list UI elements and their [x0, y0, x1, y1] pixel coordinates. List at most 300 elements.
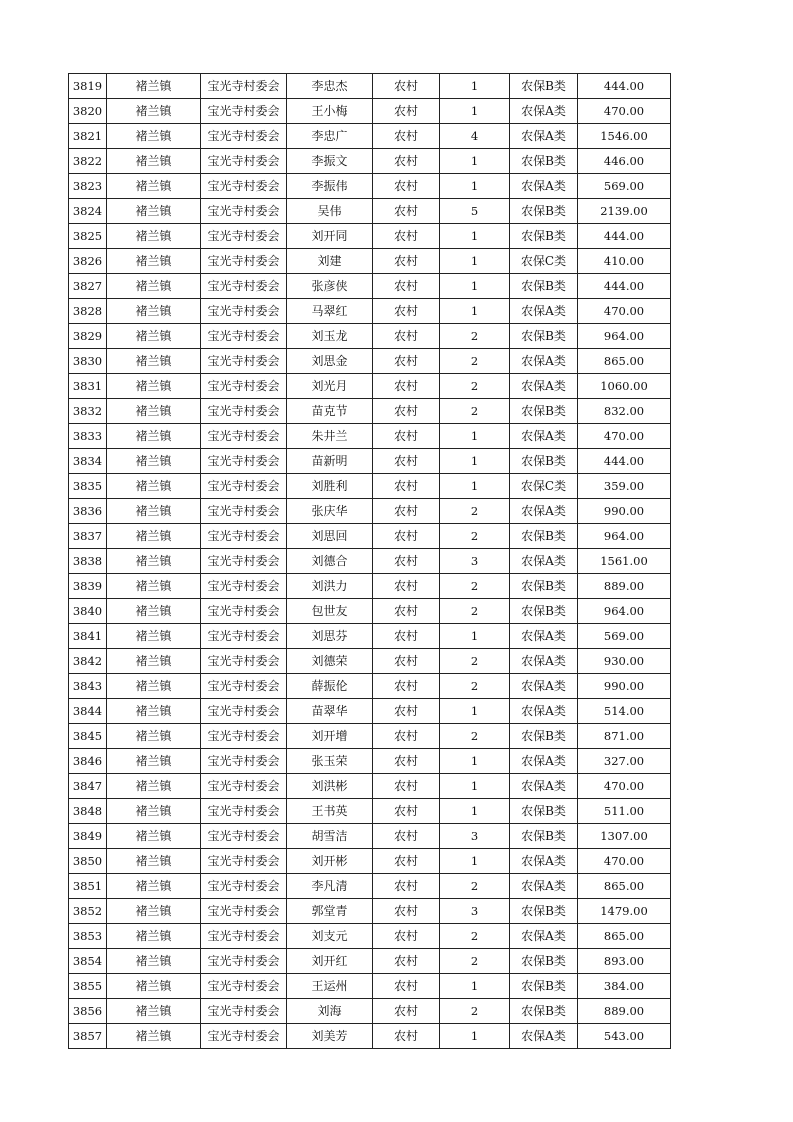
- household-type-cell: 农村: [373, 74, 440, 99]
- insurance-category-cell: 农保A类: [510, 774, 578, 799]
- table-row: [69, 774, 671, 799]
- name-cell: 刘胜利: [287, 474, 373, 499]
- household-size-cell: 3: [440, 824, 510, 849]
- household-size-cell: 1: [440, 224, 510, 249]
- household-type-cell: 农村: [373, 624, 440, 649]
- row-number-cell: 3850: [69, 849, 107, 874]
- household-size-cell: 1: [440, 249, 510, 274]
- insurance-category-cell: 农保A类: [510, 674, 578, 699]
- town-cell: 褚兰镇: [107, 399, 201, 424]
- name-cell: 刘美芳: [287, 1024, 373, 1049]
- insurance-category-cell: 农保A类: [510, 749, 578, 774]
- town-cell: 褚兰镇: [107, 299, 201, 324]
- household-type-cell: 农村: [373, 399, 440, 424]
- household-size-cell: 5: [440, 199, 510, 224]
- table-row: [69, 124, 671, 149]
- household-size-cell: 2: [440, 649, 510, 674]
- household-type-cell: 农村: [373, 649, 440, 674]
- insurance-category-cell: 农保B类: [510, 199, 578, 224]
- household-type-cell: 农村: [373, 924, 440, 949]
- name-cell: 苗克节: [287, 399, 373, 424]
- household-type-cell: 农村: [373, 524, 440, 549]
- insurance-category-cell: 农保C类: [510, 249, 578, 274]
- household-size-cell: 2: [440, 499, 510, 524]
- row-number-cell: 3821: [69, 124, 107, 149]
- village-committee-cell: 宝光寺村委会: [201, 674, 287, 699]
- amount-cell: 511.00: [578, 799, 671, 824]
- amount-cell: 569.00: [578, 624, 671, 649]
- town-cell: 褚兰镇: [107, 999, 201, 1024]
- household-type-cell: 农村: [373, 374, 440, 399]
- name-cell: 刘开同: [287, 224, 373, 249]
- table-row: [69, 74, 671, 99]
- town-cell: 褚兰镇: [107, 574, 201, 599]
- amount-cell: 359.00: [578, 474, 671, 499]
- household-type-cell: 农村: [373, 599, 440, 624]
- village-committee-cell: 宝光寺村委会: [201, 874, 287, 899]
- amount-cell: 1479.00: [578, 899, 671, 924]
- amount-cell: 446.00: [578, 149, 671, 174]
- table-row: [69, 324, 671, 349]
- town-cell: 褚兰镇: [107, 699, 201, 724]
- name-cell: 王书英: [287, 799, 373, 824]
- insurance-category-cell: 农保A类: [510, 649, 578, 674]
- amount-cell: 470.00: [578, 299, 671, 324]
- village-committee-cell: 宝光寺村委会: [201, 499, 287, 524]
- household-type-cell: 农村: [373, 749, 440, 774]
- insurance-category-cell: 农保B类: [510, 324, 578, 349]
- household-size-cell: 1: [440, 99, 510, 124]
- amount-cell: 569.00: [578, 174, 671, 199]
- amount-cell: 514.00: [578, 699, 671, 724]
- household-type-cell: 农村: [373, 474, 440, 499]
- village-committee-cell: 宝光寺村委会: [201, 524, 287, 549]
- amount-cell: 832.00: [578, 399, 671, 424]
- household-size-cell: 2: [440, 999, 510, 1024]
- village-committee-cell: 宝光寺村委会: [201, 724, 287, 749]
- name-cell: 刘建: [287, 249, 373, 274]
- amount-cell: 444.00: [578, 74, 671, 99]
- town-cell: 褚兰镇: [107, 249, 201, 274]
- household-type-cell: 农村: [373, 149, 440, 174]
- insurance-category-cell: 农保B类: [510, 524, 578, 549]
- table-row: [69, 424, 671, 449]
- row-number-cell: 3848: [69, 799, 107, 824]
- town-cell: 褚兰镇: [107, 849, 201, 874]
- household-type-cell: 农村: [373, 174, 440, 199]
- household-type-cell: 农村: [373, 324, 440, 349]
- insurance-category-cell: 农保B类: [510, 949, 578, 974]
- name-cell: 马翠红: [287, 299, 373, 324]
- insurance-category-cell: 农保B类: [510, 449, 578, 474]
- table-row: [69, 199, 671, 224]
- name-cell: 李凡清: [287, 874, 373, 899]
- household-size-cell: 2: [440, 599, 510, 624]
- household-size-cell: 2: [440, 374, 510, 399]
- village-committee-cell: 宝光寺村委会: [201, 249, 287, 274]
- village-committee-cell: 宝光寺村委会: [201, 199, 287, 224]
- name-cell: 刘思芬: [287, 624, 373, 649]
- row-number-cell: 3845: [69, 724, 107, 749]
- household-type-cell: 农村: [373, 874, 440, 899]
- name-cell: 王运州: [287, 974, 373, 999]
- table-row: [69, 699, 671, 724]
- name-cell: 王小梅: [287, 99, 373, 124]
- amount-cell: 384.00: [578, 974, 671, 999]
- household-type-cell: 农村: [373, 424, 440, 449]
- row-number-cell: 3832: [69, 399, 107, 424]
- row-number-cell: 3841: [69, 624, 107, 649]
- amount-cell: 964.00: [578, 524, 671, 549]
- village-committee-cell: 宝光寺村委会: [201, 174, 287, 199]
- household-type-cell: 农村: [373, 1024, 440, 1049]
- table-row: [69, 499, 671, 524]
- village-committee-cell: 宝光寺村委会: [201, 424, 287, 449]
- amount-cell: 865.00: [578, 874, 671, 899]
- insurance-category-cell: 农保B类: [510, 274, 578, 299]
- household-type-cell: 农村: [373, 999, 440, 1024]
- insurance-category-cell: 农保B类: [510, 824, 578, 849]
- insurance-category-cell: 农保A类: [510, 1024, 578, 1049]
- town-cell: 褚兰镇: [107, 324, 201, 349]
- village-committee-cell: 宝光寺村委会: [201, 824, 287, 849]
- insurance-category-cell: 农保C类: [510, 474, 578, 499]
- household-type-cell: 农村: [373, 824, 440, 849]
- town-cell: 褚兰镇: [107, 224, 201, 249]
- table-row: [69, 924, 671, 949]
- town-cell: 褚兰镇: [107, 724, 201, 749]
- insurance-category-cell: 农保A类: [510, 549, 578, 574]
- amount-cell: 444.00: [578, 274, 671, 299]
- village-committee-cell: 宝光寺村委会: [201, 899, 287, 924]
- village-committee-cell: 宝光寺村委会: [201, 949, 287, 974]
- household-type-cell: 农村: [373, 349, 440, 374]
- town-cell: 褚兰镇: [107, 799, 201, 824]
- insurance-category-cell: 农保B类: [510, 799, 578, 824]
- row-number-cell: 3828: [69, 299, 107, 324]
- village-committee-cell: 宝光寺村委会: [201, 124, 287, 149]
- name-cell: 刘思金: [287, 349, 373, 374]
- row-number-cell: 3835: [69, 474, 107, 499]
- household-size-cell: 2: [440, 674, 510, 699]
- household-type-cell: 农村: [373, 899, 440, 924]
- town-cell: 褚兰镇: [107, 174, 201, 199]
- name-cell: 张庆华: [287, 499, 373, 524]
- row-number-cell: 3831: [69, 374, 107, 399]
- name-cell: 张彦侠: [287, 274, 373, 299]
- amount-cell: 990.00: [578, 499, 671, 524]
- town-cell: 褚兰镇: [107, 624, 201, 649]
- amount-cell: 444.00: [578, 224, 671, 249]
- insurance-category-cell: 农保B类: [510, 599, 578, 624]
- town-cell: 褚兰镇: [107, 899, 201, 924]
- row-number-cell: 3836: [69, 499, 107, 524]
- amount-cell: 1561.00: [578, 549, 671, 574]
- row-number-cell: 3853: [69, 924, 107, 949]
- village-committee-cell: 宝光寺村委会: [201, 99, 287, 124]
- amount-cell: 1546.00: [578, 124, 671, 149]
- insurance-category-cell: 农保A类: [510, 849, 578, 874]
- row-number-cell: 3826: [69, 249, 107, 274]
- village-committee-cell: 宝光寺村委会: [201, 149, 287, 174]
- household-size-cell: 1: [440, 1024, 510, 1049]
- name-cell: 李振文: [287, 149, 373, 174]
- household-size-cell: 1: [440, 74, 510, 99]
- insurance-category-cell: 农保A类: [510, 624, 578, 649]
- town-cell: 褚兰镇: [107, 599, 201, 624]
- town-cell: 褚兰镇: [107, 549, 201, 574]
- table-row: [69, 649, 671, 674]
- household-type-cell: 农村: [373, 99, 440, 124]
- village-committee-cell: 宝光寺村委会: [201, 324, 287, 349]
- town-cell: 褚兰镇: [107, 124, 201, 149]
- name-cell: 郭堂青: [287, 899, 373, 924]
- table-row: [69, 449, 671, 474]
- town-cell: 褚兰镇: [107, 449, 201, 474]
- village-committee-cell: 宝光寺村委会: [201, 599, 287, 624]
- household-size-cell: 3: [440, 549, 510, 574]
- household-size-cell: 1: [440, 774, 510, 799]
- table-row: [69, 149, 671, 174]
- town-cell: 褚兰镇: [107, 99, 201, 124]
- table-row: [69, 599, 671, 624]
- insurance-category-cell: 农保B类: [510, 574, 578, 599]
- row-number-cell: 3856: [69, 999, 107, 1024]
- row-number-cell: 3830: [69, 349, 107, 374]
- name-cell: 苗新明: [287, 449, 373, 474]
- household-size-cell: 2: [440, 724, 510, 749]
- village-committee-cell: 宝光寺村委会: [201, 924, 287, 949]
- name-cell: 刘支元: [287, 924, 373, 949]
- name-cell: 刘德荣: [287, 649, 373, 674]
- row-number-cell: 3851: [69, 874, 107, 899]
- table-row: [69, 1024, 671, 1049]
- table-row: [69, 349, 671, 374]
- household-size-cell: 1: [440, 299, 510, 324]
- village-committee-cell: 宝光寺村委会: [201, 224, 287, 249]
- insurance-category-cell: 农保A类: [510, 299, 578, 324]
- amount-cell: 889.00: [578, 999, 671, 1024]
- household-type-cell: 农村: [373, 499, 440, 524]
- amount-cell: 1307.00: [578, 824, 671, 849]
- table-row: [69, 624, 671, 649]
- town-cell: 褚兰镇: [107, 949, 201, 974]
- household-type-cell: 农村: [373, 724, 440, 749]
- row-number-cell: 3837: [69, 524, 107, 549]
- amount-cell: 470.00: [578, 774, 671, 799]
- household-size-cell: 1: [440, 474, 510, 499]
- town-cell: 褚兰镇: [107, 774, 201, 799]
- row-number-cell: 3846: [69, 749, 107, 774]
- amount-cell: 410.00: [578, 249, 671, 274]
- table-row: [69, 874, 671, 899]
- insurance-category-cell: 农保B类: [510, 149, 578, 174]
- table-row: [69, 724, 671, 749]
- amount-cell: 470.00: [578, 849, 671, 874]
- household-type-cell: 农村: [373, 299, 440, 324]
- village-committee-cell: 宝光寺村委会: [201, 1024, 287, 1049]
- row-number-cell: 3854: [69, 949, 107, 974]
- village-committee-cell: 宝光寺村委会: [201, 274, 287, 299]
- data-table: [68, 73, 671, 1049]
- insurance-category-cell: 农保B类: [510, 399, 578, 424]
- name-cell: 刘德合: [287, 549, 373, 574]
- household-type-cell: 农村: [373, 274, 440, 299]
- table-row: [69, 574, 671, 599]
- amount-cell: 893.00: [578, 949, 671, 974]
- name-cell: 刘玉龙: [287, 324, 373, 349]
- village-committee-cell: 宝光寺村委会: [201, 374, 287, 399]
- amount-cell: 889.00: [578, 574, 671, 599]
- village-committee-cell: 宝光寺村委会: [201, 624, 287, 649]
- row-number-cell: 3827: [69, 274, 107, 299]
- name-cell: 刘思回: [287, 524, 373, 549]
- amount-cell: 470.00: [578, 99, 671, 124]
- name-cell: 李忠广: [287, 124, 373, 149]
- amount-cell: 2139.00: [578, 199, 671, 224]
- table-row: [69, 799, 671, 824]
- table-row: [69, 949, 671, 974]
- row-number-cell: 3855: [69, 974, 107, 999]
- insurance-category-cell: 农保A类: [510, 499, 578, 524]
- household-type-cell: 农村: [373, 224, 440, 249]
- table-row: [69, 824, 671, 849]
- row-number-cell: 3824: [69, 199, 107, 224]
- amount-cell: 930.00: [578, 649, 671, 674]
- town-cell: 褚兰镇: [107, 199, 201, 224]
- village-committee-cell: 宝光寺村委会: [201, 399, 287, 424]
- household-type-cell: 农村: [373, 699, 440, 724]
- amount-cell: 964.00: [578, 599, 671, 624]
- household-size-cell: 2: [440, 324, 510, 349]
- row-number-cell: 3823: [69, 174, 107, 199]
- village-committee-cell: 宝光寺村委会: [201, 974, 287, 999]
- row-number-cell: 3838: [69, 549, 107, 574]
- household-type-cell: 农村: [373, 124, 440, 149]
- household-size-cell: 3: [440, 899, 510, 924]
- household-size-cell: 2: [440, 399, 510, 424]
- insurance-category-cell: 农保A类: [510, 699, 578, 724]
- insurance-category-cell: 农保A类: [510, 99, 578, 124]
- insurance-category-cell: 农保B类: [510, 974, 578, 999]
- insurance-category-cell: 农保B类: [510, 224, 578, 249]
- household-type-cell: 农村: [373, 949, 440, 974]
- village-committee-cell: 宝光寺村委会: [201, 74, 287, 99]
- row-number-cell: 3843: [69, 674, 107, 699]
- town-cell: 褚兰镇: [107, 474, 201, 499]
- name-cell: 李振伟: [287, 174, 373, 199]
- table-row: [69, 399, 671, 424]
- village-committee-cell: 宝光寺村委会: [201, 549, 287, 574]
- row-number-cell: 3847: [69, 774, 107, 799]
- household-size-cell: 1: [440, 624, 510, 649]
- household-size-cell: 2: [440, 874, 510, 899]
- household-size-cell: 1: [440, 449, 510, 474]
- household-size-cell: 1: [440, 974, 510, 999]
- amount-cell: 871.00: [578, 724, 671, 749]
- table-body: [69, 74, 671, 1049]
- household-type-cell: 农村: [373, 799, 440, 824]
- name-cell: 刘开彬: [287, 849, 373, 874]
- name-cell: 刘海: [287, 999, 373, 1024]
- amount-cell: 327.00: [578, 749, 671, 774]
- household-size-cell: 1: [440, 274, 510, 299]
- insurance-category-cell: 农保A类: [510, 374, 578, 399]
- row-number-cell: 3839: [69, 574, 107, 599]
- row-number-cell: 3820: [69, 99, 107, 124]
- name-cell: 刘洪彬: [287, 774, 373, 799]
- household-size-cell: 2: [440, 924, 510, 949]
- village-committee-cell: 宝光寺村委会: [201, 699, 287, 724]
- household-size-cell: 1: [440, 149, 510, 174]
- name-cell: 胡雪洁: [287, 824, 373, 849]
- town-cell: 褚兰镇: [107, 1024, 201, 1049]
- household-size-cell: 1: [440, 799, 510, 824]
- row-number-cell: 3857: [69, 1024, 107, 1049]
- name-cell: 刘洪力: [287, 574, 373, 599]
- name-cell: 刘光月: [287, 374, 373, 399]
- name-cell: 张玉荣: [287, 749, 373, 774]
- amount-cell: 990.00: [578, 674, 671, 699]
- household-size-cell: 2: [440, 574, 510, 599]
- town-cell: 褚兰镇: [107, 749, 201, 774]
- name-cell: 薛振伦: [287, 674, 373, 699]
- insurance-category-cell: 农保B类: [510, 899, 578, 924]
- name-cell: 刘开增: [287, 724, 373, 749]
- name-cell: 朱井兰: [287, 424, 373, 449]
- household-type-cell: 农村: [373, 849, 440, 874]
- table-row: [69, 524, 671, 549]
- household-size-cell: 2: [440, 349, 510, 374]
- village-committee-cell: 宝光寺村委会: [201, 849, 287, 874]
- row-number-cell: 3822: [69, 149, 107, 174]
- household-size-cell: 2: [440, 524, 510, 549]
- table-row: [69, 749, 671, 774]
- town-cell: 褚兰镇: [107, 74, 201, 99]
- household-size-cell: 2: [440, 949, 510, 974]
- amount-cell: 964.00: [578, 324, 671, 349]
- table-row: [69, 549, 671, 574]
- row-number-cell: 3833: [69, 424, 107, 449]
- row-number-cell: 3842: [69, 649, 107, 674]
- village-committee-cell: 宝光寺村委会: [201, 349, 287, 374]
- household-size-cell: 1: [440, 849, 510, 874]
- insurance-category-cell: 农保B类: [510, 999, 578, 1024]
- household-type-cell: 农村: [373, 249, 440, 274]
- household-size-cell: 1: [440, 749, 510, 774]
- village-committee-cell: 宝光寺村委会: [201, 999, 287, 1024]
- village-committee-cell: 宝光寺村委会: [201, 799, 287, 824]
- insurance-category-cell: 农保A类: [510, 349, 578, 374]
- table-row: [69, 299, 671, 324]
- household-type-cell: 农村: [373, 549, 440, 574]
- insurance-category-cell: 农保A类: [510, 874, 578, 899]
- amount-cell: 470.00: [578, 424, 671, 449]
- table-row: [69, 899, 671, 924]
- household-size-cell: 1: [440, 424, 510, 449]
- table-row: [69, 174, 671, 199]
- name-cell: 吴伟: [287, 199, 373, 224]
- household-type-cell: 农村: [373, 199, 440, 224]
- table-row: [69, 474, 671, 499]
- town-cell: 褚兰镇: [107, 649, 201, 674]
- table-row: [69, 274, 671, 299]
- insurance-category-cell: 农保B类: [510, 724, 578, 749]
- household-type-cell: 农村: [373, 974, 440, 999]
- town-cell: 褚兰镇: [107, 374, 201, 399]
- insurance-category-cell: 农保A类: [510, 424, 578, 449]
- table-row: [69, 224, 671, 249]
